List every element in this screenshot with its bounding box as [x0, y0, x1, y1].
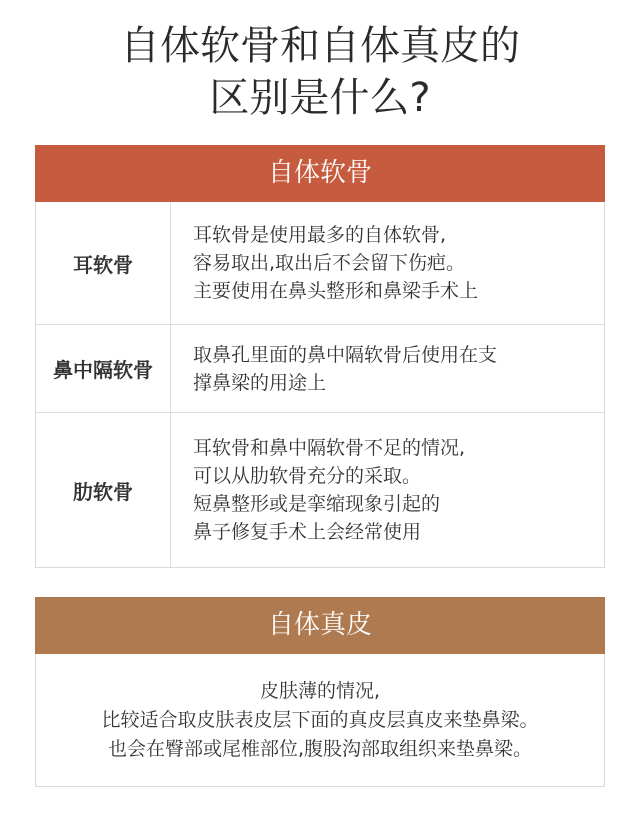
- row-description: [171, 325, 604, 412]
- autologous-cartilage-card: [35, 145, 605, 568]
- description-line: 短鼻整形或是挛缩现象引起的: [193, 493, 441, 515]
- autologous-dermis-card: [35, 597, 605, 787]
- description-line: 可以从肋软骨充分的采取。: [193, 465, 422, 487]
- description-line: 耳软骨和鼻中隔软骨不足的情况,: [193, 437, 466, 459]
- cartilage-table: [35, 202, 605, 568]
- row-label-septal-cartilage: 鼻中隔软骨: [36, 325, 171, 412]
- title-line-1: 自体软骨和自体真皮的: [120, 23, 520, 69]
- description-line: 撑鼻梁的用途上: [193, 371, 327, 394]
- row-label-rib-cartilage: 肋软骨: [36, 413, 171, 567]
- description-line: 取鼻孔里面的鼻中隔软骨后使用在支: [193, 343, 498, 366]
- autologous-dermis-header: 自体真皮: [35, 597, 605, 654]
- row-description: [171, 202, 604, 324]
- row-description: [171, 413, 604, 567]
- description-line: 容易取出,取出后不会留下伤疤。: [193, 252, 466, 274]
- title-line-2: 区别是什么?: [209, 75, 431, 121]
- table-row: [36, 412, 604, 567]
- description-line: 耳软骨是使用最多的自体软骨,: [193, 224, 447, 246]
- description-line: 比较适合取皮肤表皮层下面的真皮层真皮来垫鼻梁。: [101, 708, 539, 731]
- autologous-dermis-body: [35, 654, 605, 787]
- table-row: [36, 202, 604, 324]
- description-line: 主要使用在鼻头整形和鼻梁手术上: [193, 280, 479, 302]
- description-line: 皮肤薄的情况,: [259, 679, 381, 702]
- page-title: [0, 20, 640, 124]
- autologous-cartilage-header: 自体软骨: [35, 145, 605, 202]
- row-label-ear-cartilage: 耳软骨: [36, 202, 171, 324]
- description-line: 也会在臀部或尾椎部位,腹股沟部取组织来垫鼻梁。: [107, 737, 533, 760]
- table-row: [36, 324, 604, 412]
- description-line: 鼻子修复手术上会经常使用: [193, 521, 422, 543]
